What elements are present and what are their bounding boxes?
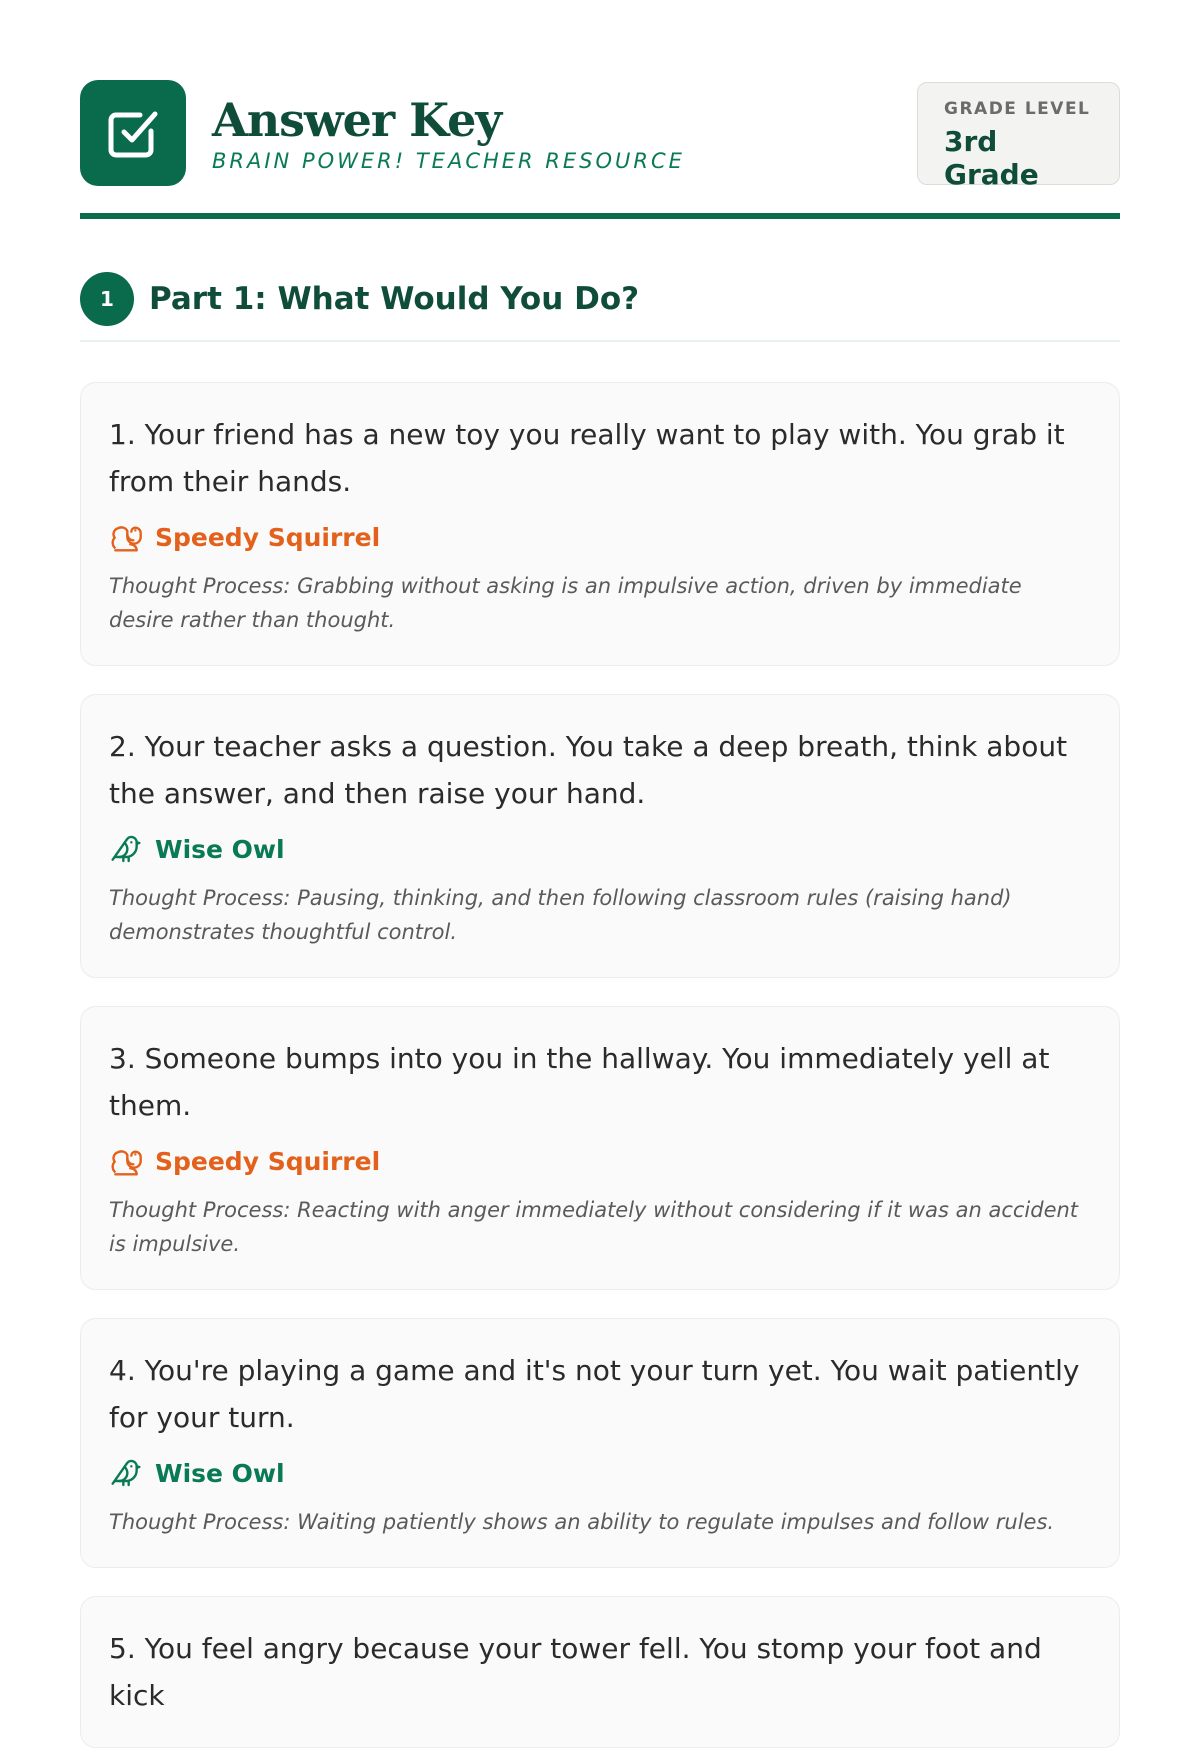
grade-level-badge <box>917 82 1120 191</box>
question-list <box>80 382 1120 1748</box>
question-text: 5. You feel angry because your tower fell. You stomp your foot and kick <box>109 1632 1042 1712</box>
question-card <box>80 382 1120 666</box>
question-text: 4. You're playing a game and it's not your turn yet. You wait patiently for your turn. <box>109 1354 1080 1434</box>
bird-icon <box>109 832 143 866</box>
section-title: Part 1: What Would You Do? <box>149 281 640 317</box>
section-header <box>80 272 1120 342</box>
section-number-badge: 1 <box>80 272 134 326</box>
checkbox-icon <box>80 80 186 186</box>
question-card <box>80 1596 1120 1748</box>
thought-process-text: Thought Process: Reacting with anger immediately without considering if it was an accident is impulsive. <box>109 1198 1079 1256</box>
bird-icon <box>109 1456 143 1490</box>
page-subtitle: BRAIN POWER! TEACHER RESOURCE <box>212 149 685 173</box>
grade-level-label: GRADE LEVEL <box>944 98 1091 119</box>
brand <box>80 80 685 186</box>
squirrel-icon <box>109 520 143 554</box>
answer-label: Wise Owl <box>155 1458 285 1488</box>
question-card <box>80 694 1120 978</box>
answer-row <box>109 1143 1091 1179</box>
thought-process-text: Thought Process: Waiting patiently shows an ability to regulate impulses and follow rules. <box>109 1510 1055 1534</box>
answer-row <box>109 519 1091 555</box>
question-text: 3. Someone bumps into you in the hallway. You immediately yell at them. <box>109 1042 1050 1122</box>
question-text: 1. Your friend has a new toy you really want to play with. You grab it from their hands. <box>109 418 1065 498</box>
question-card <box>80 1318 1120 1568</box>
page-title: Answer Key <box>212 93 502 147</box>
answer-row <box>109 831 1091 867</box>
answer-label: Speedy Squirrel <box>155 1146 381 1176</box>
page-header <box>80 80 1120 191</box>
thought-process-text: Thought Process: Pausing, thinking, and then following classroom rules (raising hand) demonstrates thoughtful control. <box>109 886 1012 944</box>
answer-row <box>109 1455 1091 1491</box>
squirrel-icon <box>109 1144 143 1178</box>
thought-process-text: Thought Process: Grabbing without asking is an impulsive action, driven by immediate desire rather than thought. <box>109 574 1022 632</box>
answer-label: Speedy Squirrel <box>155 522 381 552</box>
question-card <box>80 1006 1120 1290</box>
question-text: 2. Your teacher asks a question. You take a deep breath, think about the answer, and then raise your hand. <box>109 730 1068 810</box>
title-block <box>212 93 685 173</box>
header-divider <box>80 213 1120 219</box>
grade-level-value: 3rd Grade <box>944 124 1039 191</box>
answer-label: Wise Owl <box>155 834 285 864</box>
